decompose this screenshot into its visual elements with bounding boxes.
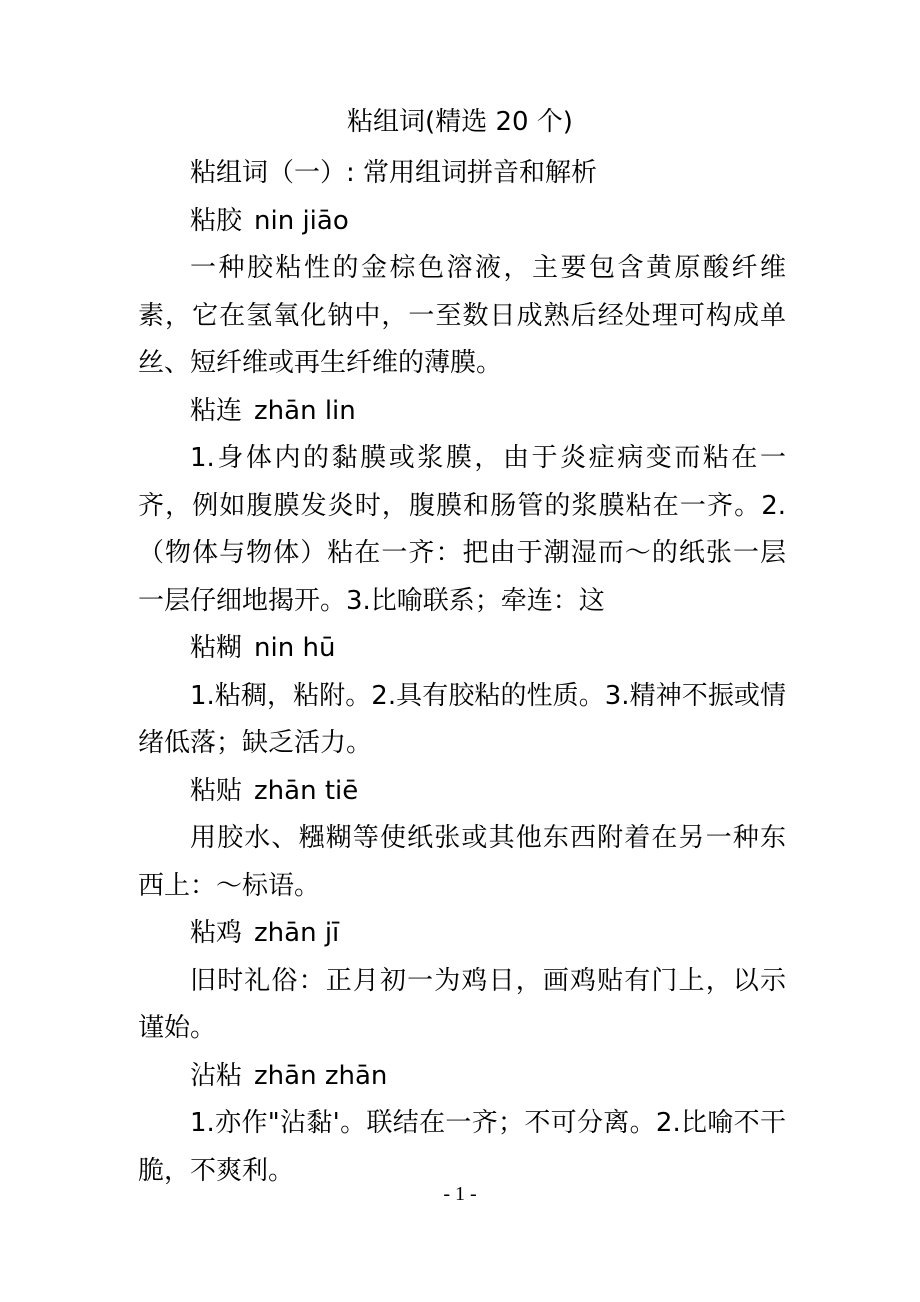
entry-word: 粘糊	[190, 633, 243, 663]
entry-definition: 旧时礼俗：正月初一为鸡日，画鸡贴有门上，以示谨始。	[138, 965, 786, 1043]
entry-pinyin: zhān zhān	[254, 1060, 388, 1091]
entry-definition: 1.亦作"沾黏'。联结在一齐；不可分离。2.比喻不干脆，不爽利。	[138, 1108, 786, 1186]
entry-word: 粘胶	[190, 205, 243, 236]
entry-definition: 1.身体内的黏膜或浆膜，由于炎症病变而粘在一齐，例如腹膜发炎时，腹膜和肠管的浆膜粘在一齐。2.（物体与物体）粘在一齐：把由于潮湿而～的纸张一层一层仔细地揭开。3.比喻联系；牵连：这	[138, 443, 786, 616]
document-title: 粘组词(精选 20 个)	[347, 107, 573, 137]
entry-word: 沾粘	[190, 1060, 243, 1091]
entry-definition: 一种胶粘性的金棕色溶液，主要包含黄原酸纤维素，它在氢氧化钠中，一至数日成熟后经处理可构成单丝、短纤维或再生纤维的薄膜。	[138, 253, 786, 378]
entry-word: 粘连	[190, 395, 243, 426]
entry-pinyin: zhān jī	[254, 918, 340, 948]
entry-term	[138, 768, 786, 816]
section-heading: 粘组词（一）: 常用组词拼音和解析	[190, 158, 598, 188]
document-body	[138, 150, 786, 1195]
entry-pinyin: zhān lin	[254, 395, 356, 426]
entry-definition: 1.粘稠，粘附。2.具有胶粘的性质。3.精神不振或情绪低落；缺乏活力。	[138, 680, 786, 758]
page-number: - 1 -	[443, 1183, 477, 1205]
entry-pinyin: nin jiāo	[254, 205, 349, 236]
entry-term	[138, 198, 786, 246]
entry-definition: 用胶水、糨糊等使纸张或其他东西附着在另一种东西上：～标语。	[138, 823, 786, 901]
entry-pinyin: nin hū	[254, 633, 336, 663]
entry-term	[138, 910, 786, 958]
entry-word: 粘鸡	[190, 918, 243, 948]
entry-term	[138, 625, 786, 673]
entry-pinyin: zhān tiē	[254, 775, 359, 806]
entry-term	[138, 1053, 786, 1101]
entry-term	[138, 388, 786, 436]
entry-word: 粘贴	[190, 775, 243, 806]
